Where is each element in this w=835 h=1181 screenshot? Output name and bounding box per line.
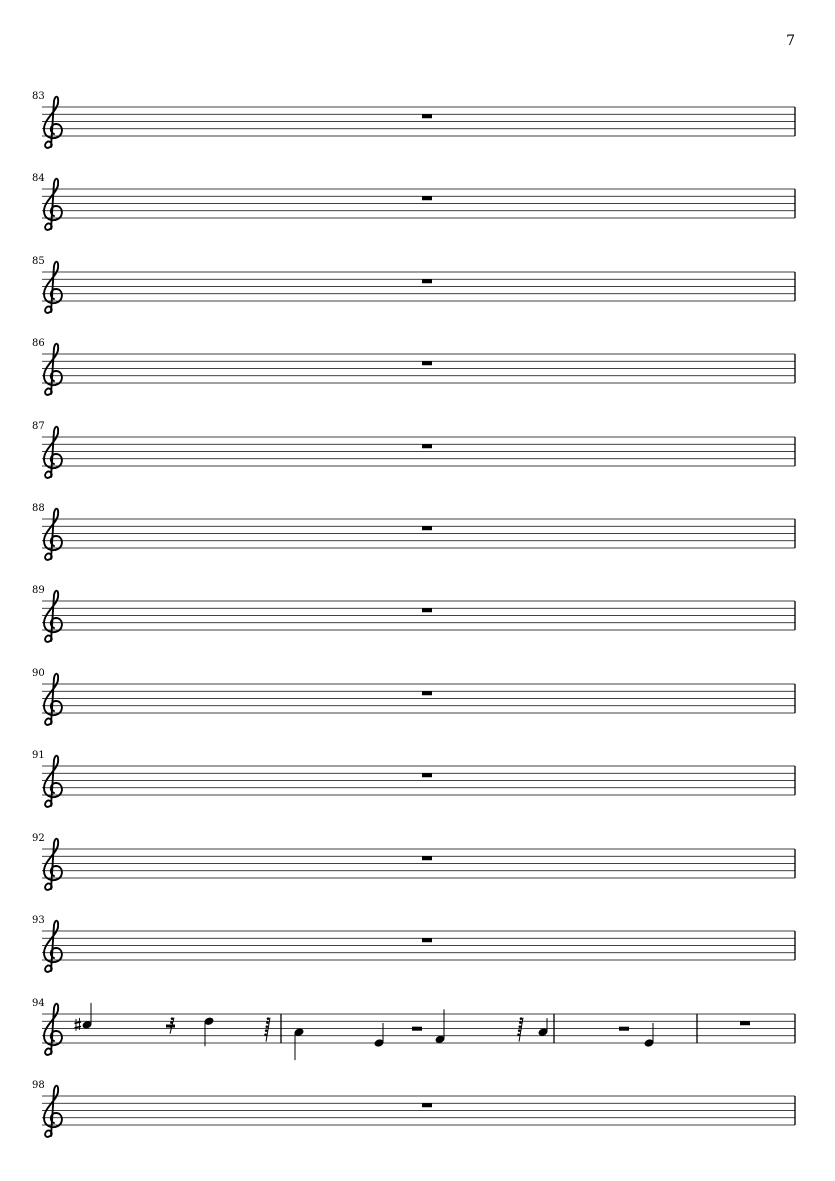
- staff-system: [32, 256, 795, 313]
- whole-rest: [422, 856, 432, 860]
- measure-number: 91: [32, 750, 45, 761]
- treble-clef-icon: [44, 591, 62, 642]
- whole-rest: [422, 1103, 432, 1107]
- staff-system: [32, 338, 795, 395]
- rest-flag-dot: [267, 1017, 270, 1020]
- rest-flag-dot: [266, 1021, 269, 1024]
- rest-flag-dot: [520, 1017, 523, 1020]
- staff-system: [32, 585, 795, 642]
- staff-system: [32, 998, 795, 1060]
- measure-number: 85: [32, 256, 45, 267]
- treble-clef-icon: [44, 344, 62, 395]
- treble-clef-icon: [44, 1004, 62, 1055]
- rest-flag-dot: [265, 1029, 268, 1032]
- sharp-icon: [75, 1018, 82, 1031]
- whole-rest: [422, 773, 432, 777]
- measure-number: 89: [32, 585, 45, 596]
- rest-flag-dot: [518, 1029, 521, 1032]
- measure-number: 98: [32, 1080, 45, 1091]
- rest-flag-dot: [266, 1025, 269, 1028]
- measure-number: 92: [32, 833, 45, 844]
- treble-clef-icon: [44, 262, 62, 313]
- whole-rest: [422, 608, 432, 612]
- sharp-stroke: [75, 1022, 82, 1024]
- rest-flag-dot: [171, 1017, 174, 1020]
- whole-rest: [422, 196, 432, 200]
- measure-number: 93: [32, 915, 45, 926]
- whole-rest: [422, 526, 432, 530]
- measure-number: 86: [32, 338, 45, 349]
- treble-clef-icon: [44, 179, 62, 230]
- page-number: 7: [786, 33, 795, 49]
- whole-rest: [422, 114, 432, 118]
- staff-system: [32, 915, 795, 972]
- measure-number: 87: [32, 421, 45, 432]
- treble-clef-icon: [44, 839, 62, 890]
- treble-clef-icon: [44, 427, 62, 478]
- whole-rest: [422, 361, 432, 365]
- treble-clef-icon: [44, 97, 62, 148]
- treble-clef-icon: [44, 756, 62, 807]
- staff-system: [32, 1080, 795, 1137]
- staff-system: [32, 750, 795, 807]
- staff-system: [32, 833, 795, 890]
- staff-system: [32, 668, 795, 725]
- staff-system: [32, 173, 795, 230]
- whole-rest: [422, 279, 432, 283]
- half-rest: [619, 1027, 629, 1031]
- rest-flag-dot: [519, 1021, 522, 1024]
- whole-rest: [422, 444, 432, 448]
- measure-number: 84: [32, 173, 45, 184]
- sharp-stroke: [75, 1026, 82, 1028]
- rest-flag-dot: [170, 1021, 173, 1024]
- whole-rest: [740, 1021, 750, 1025]
- small-rest-bar: [166, 1025, 175, 1028]
- measure-number: 90: [32, 668, 45, 679]
- treble-clef-icon: [44, 509, 62, 560]
- whole-rest: [422, 691, 432, 695]
- measure-number: 94: [32, 998, 45, 1009]
- half-rest: [412, 1027, 422, 1031]
- staff-system: [32, 503, 795, 560]
- measure-number: 83: [32, 91, 45, 102]
- measure-number: 88: [32, 503, 45, 514]
- whole-rest: [422, 938, 432, 942]
- treble-clef-icon: [44, 921, 62, 972]
- rest-flag-dot: [519, 1025, 522, 1028]
- rest-flag-dot: [517, 1033, 520, 1036]
- treble-clef-icon: [44, 674, 62, 725]
- treble-clef-icon: [44, 1086, 62, 1137]
- staff-system: [32, 91, 795, 148]
- staff-system: [32, 421, 795, 478]
- rest-flag-dot: [264, 1033, 267, 1036]
